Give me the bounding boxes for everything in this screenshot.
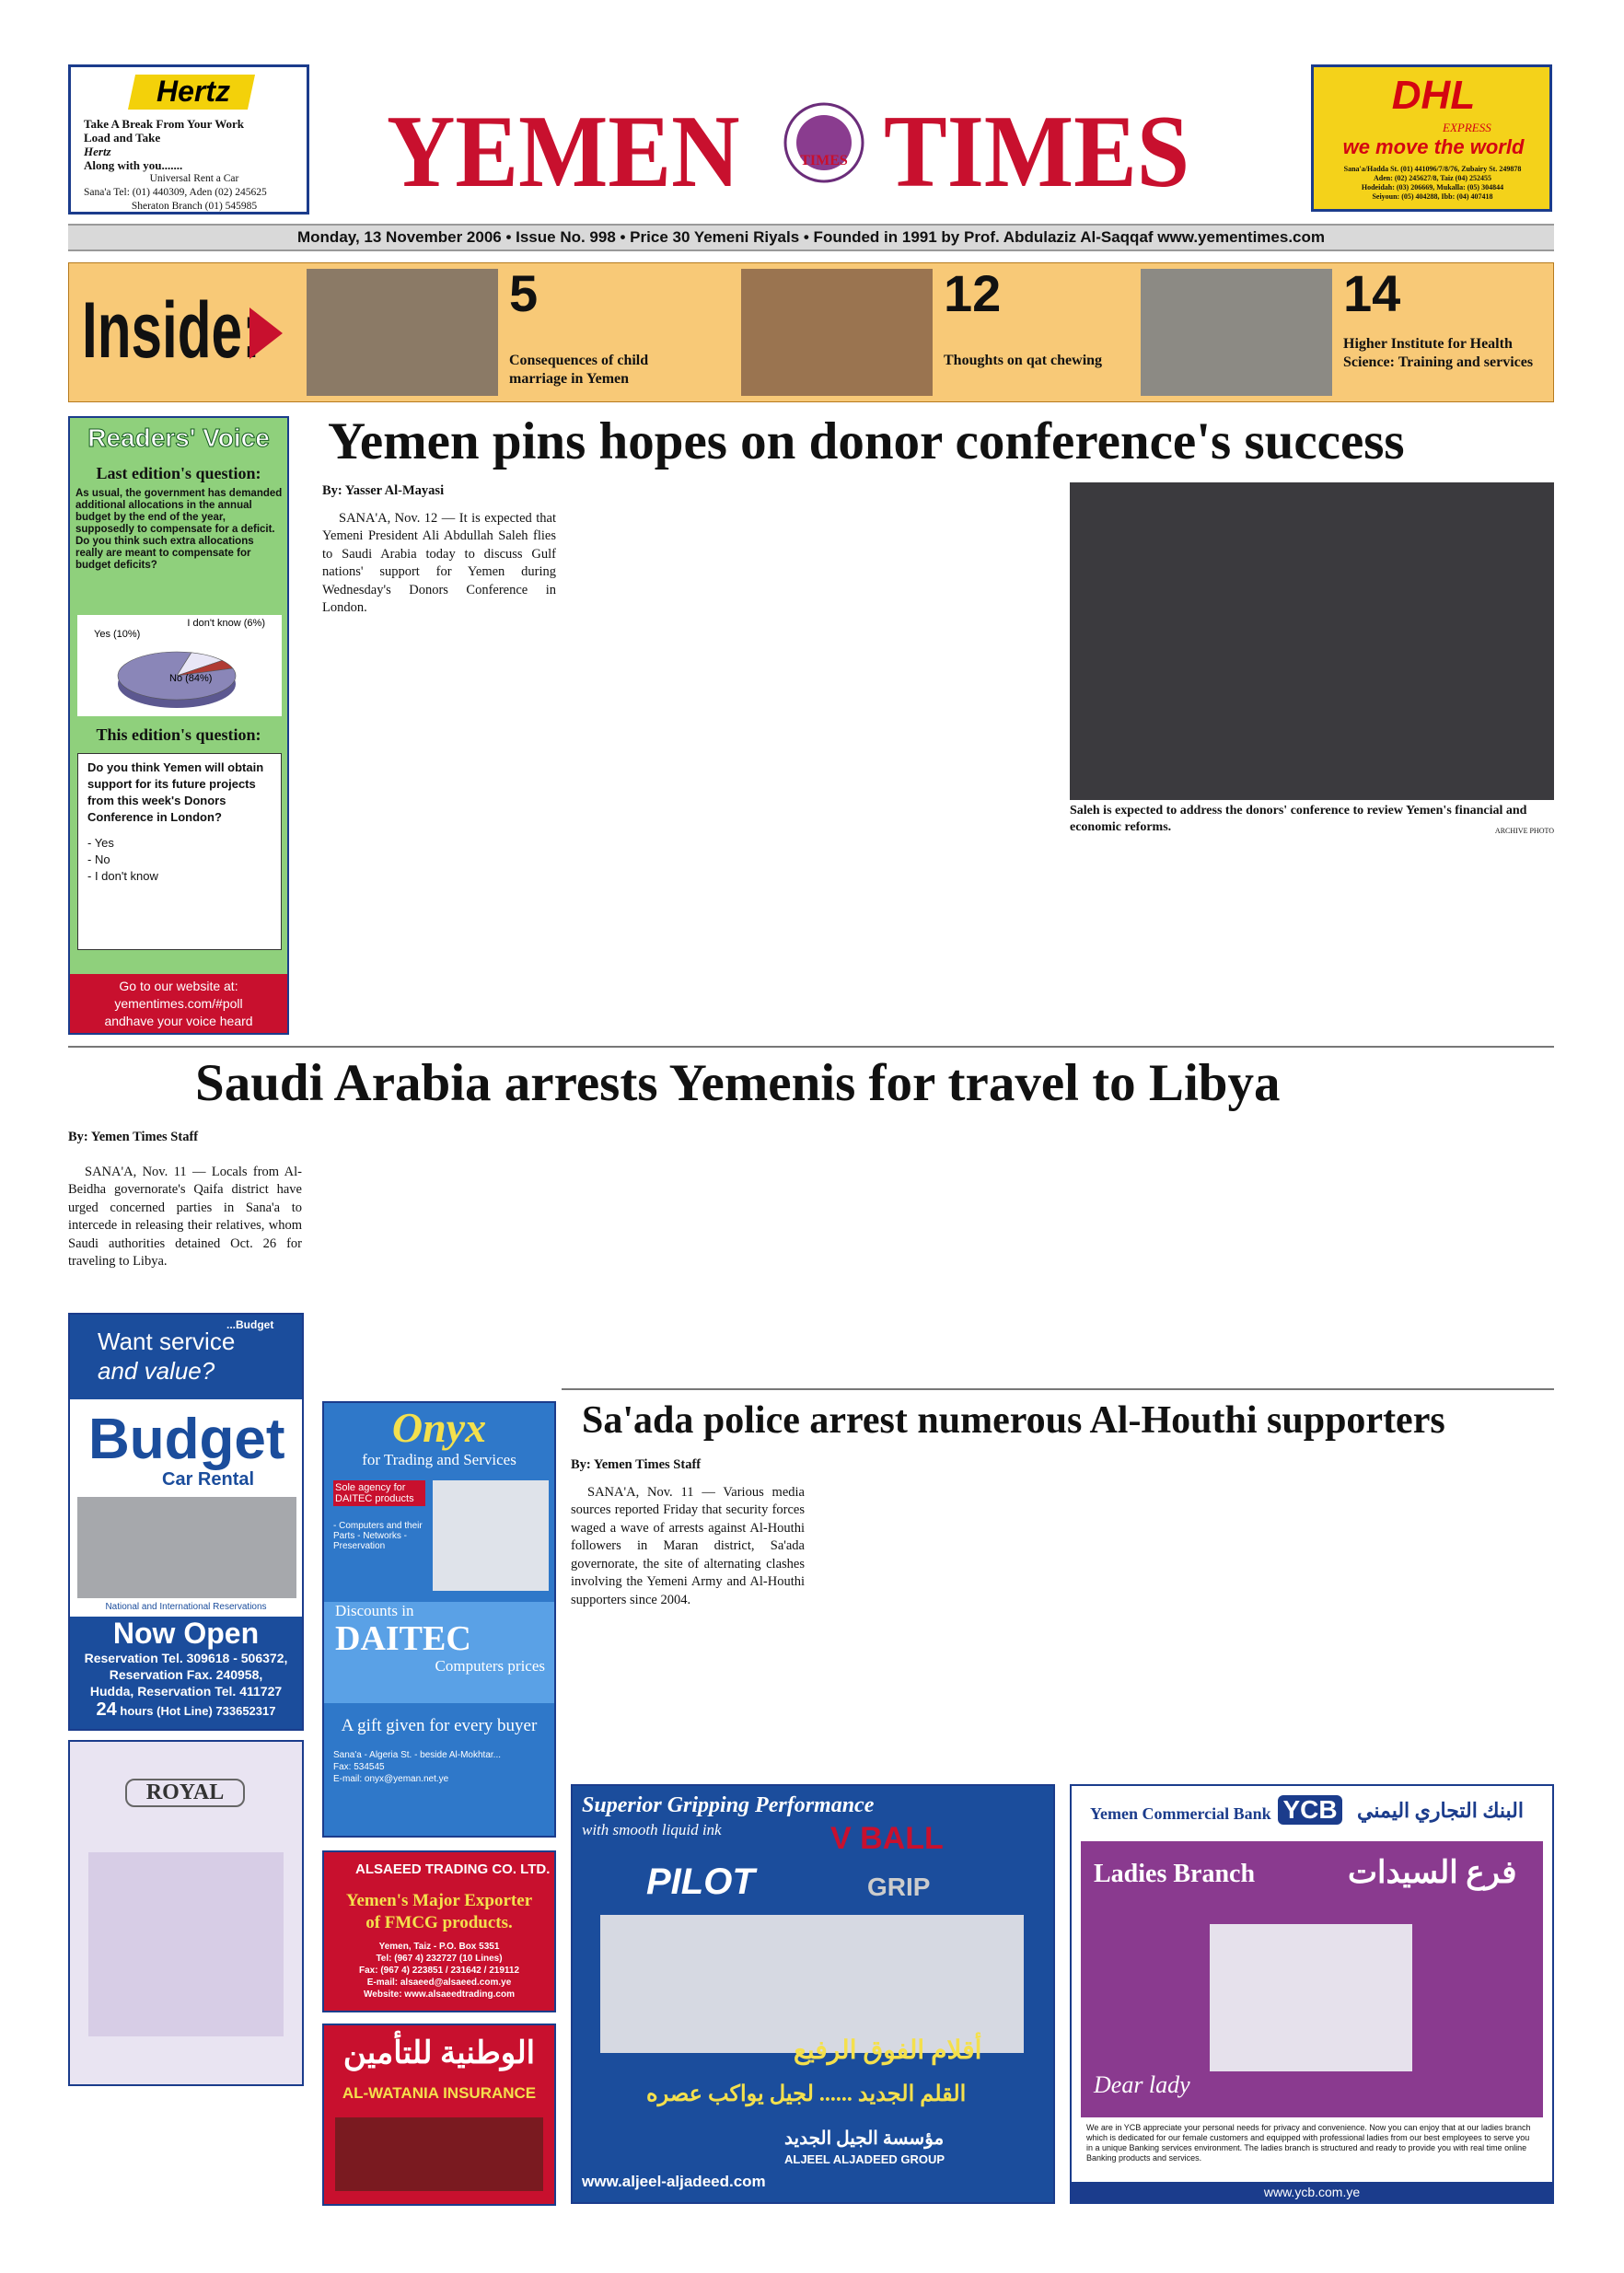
pilot-arabic-2: القلم الجديد ...... لجيل يواكب عصره [646, 2082, 967, 2106]
story1-col3 [819, 482, 1053, 1035]
onyx-email: E-mail: onyx@yeman.net.ye [333, 1774, 449, 1784]
pilot-title: Superior Gripping Performance [582, 1793, 875, 1817]
story1-caption-text: Saleh is expected to address the donors' conference to review Yemen's financial and economic reforms. [1070, 804, 1527, 834]
story1-col1 [322, 482, 556, 1035]
story2-paragraph: SANA'A, Nov. 11 — Locals from Al-Beidha governorate's Qaifa district have urged concerned parties in Sana'a to intercede in releasing their relatives, whom Saudi authorities detained Oct. 26 for traveling to Libya. [68, 1164, 302, 1269]
masthead-times: TIMES [884, 95, 1190, 209]
hertz-line: Load and Take [84, 131, 161, 145]
story1-byline: By: Yasser Al-Mayasi [322, 483, 445, 498]
poll-chart [77, 615, 282, 716]
pilot-ad[interactable] [571, 1784, 1055, 2204]
hertz-line: Along with you....... [84, 158, 183, 172]
hertz-ad[interactable] [68, 64, 309, 215]
story3-byline: By: Yemen Times Staff [571, 1457, 702, 1472]
this-question-label: This edition's question: [96, 725, 261, 744]
alsaeed-ad[interactable] [322, 1850, 556, 2012]
pilot-group: ALJEEL ALJADEED GROUP [784, 2152, 945, 2166]
poll-website-link[interactable] [70, 974, 287, 1033]
hertz-line: Sheraton Branch (01) 545985 [131, 201, 258, 212]
inside-num-3: 14 [1343, 264, 1401, 322]
inside-text-3: Higher Institute for Health Science: Training and services [1343, 336, 1534, 370]
onyx-computer-photo [433, 1480, 549, 1591]
inside-strip [68, 262, 1554, 402]
story3-col3 [1070, 1456, 1304, 1764]
ycb-arabic: البنك التجاري اليمني [1357, 1799, 1524, 1822]
sunburst-logo-icon [783, 101, 865, 184]
pie-label: I don't know (6%) [187, 618, 265, 629]
story2-col1 [68, 1129, 302, 1285]
alsaeed-line: Yemen, Taiz - P.O. Box 5351 [378, 1942, 500, 1952]
pilot-vball: V BALL [830, 1821, 944, 1856]
ycb-body: We are in YCB appreciate your personal needs for privacy and convenience. Now you can enjoy that at our ladies branch which is dedicated for our female customers and equipped with professional ladies from our best employees to serve you in a unique Banking services environment. The ladies branch is structured and ready to provide you with real time online Banking products and services. [1086, 2123, 1531, 2163]
poll-link-line: andhave your voice heard [104, 1014, 253, 1028]
pilot-logo: PILOT [646, 1861, 755, 1902]
budget-hotline: hours (Hot Line) 733652317 [120, 1704, 276, 1718]
alsaeed-line: Website: www.alsaeedtrading.com [364, 1989, 515, 2000]
budget-car-rental: Car Rental [162, 1469, 255, 1490]
masthead-logo-text: TIMES [800, 153, 848, 168]
alsaeed-name: ALSAEED TRADING CO. LTD. [355, 1861, 551, 1877]
last-question: As usual, the government has demanded additional allocations in the annual budget by the end of the year, supposedly to compensate for a deficit. Do you think such extra allocations really are meant to compensate for budget deficits? [75, 488, 283, 571]
onyx-bullets: - Computers and their Parts - Networks - Preservation [333, 1521, 423, 1551]
ycb-ladies: Ladies Branch [1094, 1860, 1256, 1888]
ycb-dear-lady: Dear lady [1094, 2071, 1190, 2098]
story2-col5 [1070, 1129, 1304, 1379]
story3-col1-text [571, 1484, 805, 1610]
story3-col1 [571, 1456, 805, 1764]
this-question: Do you think Yemen will obtain support for its future projects from this week's Donors Conference in London? [87, 760, 264, 824]
masthead-yemen: YEMEN [387, 95, 740, 209]
story1-photo [1070, 482, 1554, 800]
inside-num-1: 5 [509, 264, 539, 322]
hertz-logo-text: Hertz [156, 75, 230, 108]
story1-col4 [1070, 849, 1304, 1035]
story2-byline: By: Yemen Times Staff [68, 1130, 199, 1144]
inside-photo-1 [307, 269, 498, 396]
readers-voice-box [68, 416, 289, 1035]
onyx-sub: for Trading and Services [362, 1451, 516, 1468]
last-question-label: Last edition's question: [96, 464, 261, 482]
story2-col6 [1320, 1129, 1554, 1379]
hertz-line: Hertz [84, 145, 111, 158]
poll-option-yes[interactable]: - Yes [87, 836, 114, 850]
story3-paragraph: SANA'A, Nov. 11 — Various media sources reported Friday that security forces waged a wave of arrests against Al-Houthi followers in Maran district, Sa'ada governorate, the site of alternating clashes involving the Yemeni Army and Al-Houthi supporters since 2004. [571, 1484, 805, 1607]
budget-now-open: Now Open [112, 1617, 260, 1650]
dhl-tagline: we move the world [1342, 135, 1525, 158]
budget-logo: Budget [88, 1408, 285, 1471]
pilot-arabic-1: أقلام الفوق الرفيع [794, 2036, 982, 2065]
inside-arrow-icon [249, 307, 283, 359]
budget-contact [70, 1617, 302, 1729]
budget-phone: Reservation Fax. 240958, [109, 1667, 263, 1682]
budget-ad[interactable] [68, 1313, 304, 1731]
ycb-name: Yemen Commercial Bank [1090, 1804, 1271, 1823]
alsaeed-contact [324, 1941, 554, 2000]
ycb-website[interactable]: www.ycb.com.ye [1072, 2182, 1552, 2202]
ycb-ring-photo [1210, 1924, 1412, 2071]
hertz-line: Take A Break From Your Work [84, 117, 244, 131]
royal-logo: ROYAL [125, 1779, 245, 1807]
onyx-daitec: DAITEC [335, 1619, 471, 1658]
dhl-logo: DHL [1391, 73, 1476, 118]
ycb-ad[interactable] [1070, 1784, 1554, 2204]
budget-car-photo [77, 1497, 296, 1598]
poll-option-no[interactable]: - No [87, 852, 110, 866]
inside-text-2: Thoughts on qat chewing [944, 353, 1103, 368]
story2-headline: Saudi Arabia arrests Yemenis for travel to Libya [195, 1054, 1281, 1112]
pilot-website[interactable]: www.aljeel-aljadeed.com [582, 2173, 766, 2190]
dateline: Monday, 13 November 2006 • Issue No. 998 • Price 30 Yemeni Riyals • Founded in 1991 by Prof. Abdulaziz Al-Saqqaf www.yementimes.com [297, 228, 1325, 246]
inside-photo-2 [741, 269, 933, 396]
budget-reservations: National and International Reservations [105, 1602, 267, 1612]
alsaeed-line: Fax: (967 4) 223851 / 231642 / 219112 [358, 1966, 520, 1976]
poll-link-line: Go to our website at: [119, 979, 238, 993]
alsaeed-line: E-mail: alsaeed@alsaeed.com.ye [366, 1977, 512, 1988]
alsaeed-l2: of FMCG products. [365, 1913, 513, 1932]
alsaeed-line: Tel: (967 4) 232727 (10 Lines) [376, 1954, 503, 1964]
dhl-ad[interactable] [1311, 64, 1552, 212]
story1-col5 [1320, 849, 1554, 1035]
dhl-addr: Sana'a/Hadda St. (01) 441096/7/8/76, Zubairy St. 249878 [1343, 165, 1522, 173]
poll-pie-chart [77, 615, 282, 716]
pie-label: No (84%) [169, 673, 213, 684]
dhl-addr: Hodeidah: (03) 206669, Mukalla: (05) 304844 [1361, 183, 1504, 191]
story2-col3 [571, 1129, 805, 1379]
budget-value: and value? [98, 1357, 215, 1385]
onyx-fax: Fax: 534545 [333, 1762, 385, 1772]
dhl-addr: Aden: (02) 245627/8, Taiz (04) 252455 [1374, 174, 1491, 182]
onyx-discounts: Discounts in [335, 1602, 414, 1619]
story3-col2 [819, 1456, 1053, 1764]
hertz-ad-text [84, 117, 305, 214]
pilot-grip: GRIP [867, 1873, 931, 1901]
budget-ad-top-tag: ...Budget [226, 1318, 274, 1331]
story2-col1-text [68, 1164, 302, 1271]
watania-english: AL-WATANIA INSURANCE [342, 2084, 537, 2102]
pilot-pens-photo [600, 1915, 1024, 2053]
masthead-logo [783, 101, 865, 184]
pilot-arabic-3: مؤسسة الجيل الجديد [784, 2128, 945, 2149]
divider-rule [68, 1046, 1554, 1048]
dhl-addr: Seiyoun: (05) 404288, Ibb: (04) 407418 [1372, 192, 1493, 201]
onyx-computers-prices: Computers prices [435, 1657, 545, 1675]
watania-photos [335, 2117, 543, 2191]
story1-paragraph: SANA'A, Nov. 12 — It is expected that Yemeni President Ali Abdullah Saleh flies to Saudi Arabia today to discuss Gulf nations' support for Yemen during Wednesday's Donors Conference in London. [322, 510, 556, 615]
onyx-discount-box [324, 1602, 554, 1703]
poll-option-dont-know[interactable]: - I don't know [87, 869, 158, 883]
readers-voice-title: Readers' Voice [87, 423, 270, 452]
pie-label: Yes (10%) [94, 629, 141, 640]
onyx-addr: Sana'a - Algeria St. - beside Al-Mokhtar... [333, 1750, 502, 1760]
watania-arabic: الوطنية للتأمين [342, 2036, 536, 2070]
story2-col2 [322, 1129, 556, 1379]
royal-appliances-photo [88, 1852, 284, 2036]
inside-num-2: 12 [944, 264, 1002, 322]
budget-phone: Hudda, Reservation Tel. 411727 [89, 1684, 283, 1699]
onyx-logo: Onyx [391, 1404, 487, 1451]
story1-photo-credit: ARCHIVE PHOTO [1494, 827, 1554, 835]
ycb-arabic-2: فرع السيدات [1348, 1856, 1517, 1890]
royal-ad[interactable] [68, 1740, 304, 2086]
story1-caption [1070, 803, 1554, 845]
onyx-ad[interactable] [322, 1401, 556, 1838]
dateline-bar [68, 224, 1554, 251]
budget-want: Want service [98, 1328, 236, 1355]
inside-photo-3 [1141, 269, 1332, 396]
story1-col1-text [322, 510, 556, 618]
budget-phone: Reservation Tel. 309618 - 506372, [84, 1651, 288, 1665]
ycb-logo: YCB [1278, 1795, 1342, 1825]
story2-col4 [819, 1129, 1053, 1379]
alsaeed-l1: Yemen's Major Exporter [345, 1891, 533, 1910]
story3-headline: Sa'ada police arrest numerous Al-Houthi supporters [582, 1399, 1445, 1442]
story1-col2 [571, 482, 805, 1035]
this-question-box [77, 753, 282, 950]
onyx-address [333, 1749, 545, 1785]
budget-24: 24 [96, 1699, 117, 1720]
dhl-addresses [1321, 165, 1544, 202]
inside-text-1: Consequences of child marriage in Yemen [509, 353, 649, 387]
divider-rule [562, 1388, 1554, 1390]
onyx-gift: A gift given for every buyer [341, 1716, 538, 1735]
onyx-agency: Sole agency for DAITEC products [333, 1480, 425, 1506]
watania-ad[interactable] [322, 2024, 556, 2206]
poll-link-line: yementimes.com/#poll [114, 996, 243, 1011]
inside-label: Inside: [82, 286, 261, 375]
story3-col4 [1320, 1456, 1554, 1764]
story1-headline: Yemen pins hopes on donor conference's success [328, 412, 1405, 470]
pilot-subtitle: with smooth liquid ink [582, 1821, 722, 1838]
hertz-line: Sana'a Tel: (01) 440309, Aden (02) 245625 [84, 187, 267, 198]
hertz-line: Universal Rent a Car [149, 173, 239, 184]
dhl-express: EXPRESS [1443, 121, 1491, 134]
